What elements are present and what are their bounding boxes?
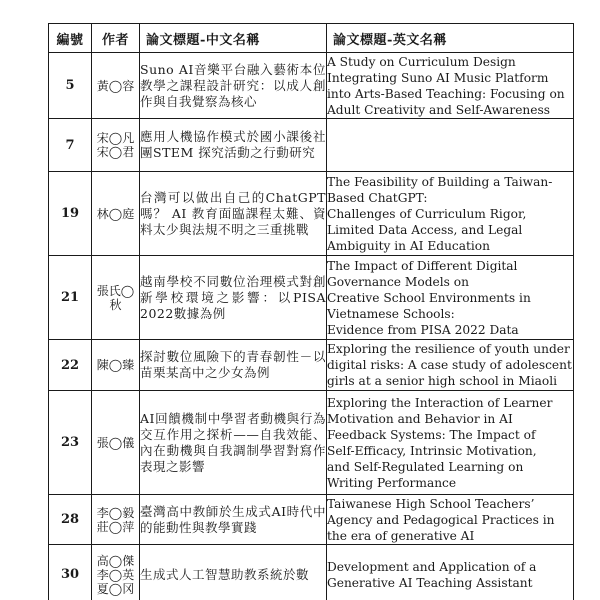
row-number: 5 — [49, 53, 92, 119]
author-name: 陳◯臻 — [96, 358, 135, 372]
row-number: 28 — [49, 495, 92, 545]
title-english-line: Challenges of Curriculum Rigor, — [327, 206, 527, 221]
row-authors — [92, 340, 140, 391]
title-chinese: 台灣可以做出自己的ChatGPT嗎？ AI 教育面臨課程太難、資料太少與法規不明之三重挑戰 — [140, 172, 327, 256]
title-english-line: Evidence from PISA 2022 Data — [327, 322, 519, 337]
author-name: 宋◯凡 — [96, 131, 135, 145]
title-english-line: Feedback Systems: The Impact of — [327, 427, 536, 442]
title-english-line: The Impact of Different Digital — [327, 258, 518, 273]
author-name: 高◯傑 — [96, 553, 135, 568]
title-english-line: Governance Models on — [327, 274, 469, 289]
table-row — [49, 53, 574, 119]
author-name: 秋 — [109, 297, 122, 312]
row-authors — [92, 53, 140, 119]
row-number: 7 — [49, 119, 92, 172]
title-chinese: 探討數位風險下的青春韌性－以苗栗某高中之少女為例 — [140, 340, 327, 391]
author-name: 莊◯萍 — [96, 519, 135, 534]
title-english-line: digital risks: A case study of adolescent — [327, 358, 572, 372]
title-english — [327, 119, 574, 172]
table-header-row — [49, 24, 574, 53]
header-title-zh: 論文標題-中文名稱 — [140, 24, 327, 53]
header-author: 作者 — [92, 24, 140, 53]
author-name: 林◯庭 — [96, 206, 135, 221]
title-english — [327, 495, 574, 545]
title-english — [327, 340, 574, 391]
title-english-line: Taiwanese High School Teachers’ — [327, 496, 535, 511]
row-number: 23 — [49, 391, 92, 495]
title-english-line: girls at a senior high school in Miaoli — [327, 374, 558, 388]
title-english-line: Motivation and Behavior in AI — [327, 411, 513, 426]
row-authors — [92, 119, 140, 172]
row-authors — [92, 391, 140, 495]
title-english-line: Vietnamese Schools: — [327, 306, 455, 321]
author-name: 宋◯君 — [96, 145, 135, 159]
title-english — [327, 53, 574, 119]
title-english-line: Self-Efficacy, Intrinsic Motivation, — [327, 443, 537, 458]
table-row — [49, 495, 574, 545]
row-number: 22 — [49, 340, 92, 391]
title-english-line: Creative School Environments in — [327, 290, 531, 305]
title-chinese: Suno AI音樂平台融入藝術本位教學之課程設計研究：以成人創作與自我覺察為核心 — [140, 53, 327, 119]
title-english-line: Generative AI Teaching Assistant — [327, 575, 533, 590]
title-chinese: 越南學校不同數位治理模式對創新學校環境之影響：以PISA 2022數據為例 — [140, 256, 327, 340]
title-english-line: Adult Creativity and Self-Awareness — [327, 102, 550, 117]
title-english-line: and Self-Regulated Learning on — [327, 459, 524, 474]
title-english — [327, 256, 574, 340]
title-english-line: A Study on Curriculum Design — [327, 54, 516, 69]
row-number: 19 — [49, 172, 92, 256]
author-name: 黃◯容 — [96, 78, 135, 93]
row-number: 30 — [49, 545, 92, 600]
author-name: 張◯儀 — [96, 435, 135, 450]
title-chinese: 應用人機協作模式於國小課後社團STEM 探究活動之行動研究 — [140, 119, 327, 172]
title-english-line: Ambiguity in AI Education — [327, 238, 490, 253]
author-name: 李◯毅 — [96, 505, 135, 520]
table-body — [49, 53, 574, 600]
author-name: 夏◯冈 — [96, 581, 135, 596]
table-row — [49, 256, 574, 340]
row-number: 21 — [49, 256, 92, 340]
header-title-en: 論文標題-英文名稱 — [327, 24, 574, 53]
title-english-line: into Arts-Based Teaching: Focusing on — [327, 86, 565, 101]
table-row — [49, 119, 574, 172]
row-authors — [92, 256, 140, 340]
title-chinese: AI回饋機制中學習者動機與行為交互作用之探析——自我效能、內在動機與自我調制學習對寫作表現之影響 — [140, 391, 327, 495]
author-name: 張氏◯ — [96, 283, 135, 298]
title-english — [327, 172, 574, 256]
table-row — [49, 391, 574, 495]
title-english — [327, 545, 574, 600]
title-english-line: Exploring the resilience of youth under — [327, 342, 570, 356]
table-row — [49, 545, 574, 600]
title-english-line: the era of generative AI — [327, 528, 475, 543]
author-name: 李◯英 — [96, 567, 135, 582]
title-english-line: Based ChatGPT: — [327, 190, 428, 205]
table-row — [49, 172, 574, 256]
title-english-line: Writing Performance — [327, 475, 457, 490]
paper-list-table — [48, 23, 574, 600]
title-english-line: Agency and Pedagogical Practices in — [327, 512, 555, 527]
title-english-line: The Feasibility of Building a Taiwan- — [327, 174, 553, 189]
header-number: 編號 — [49, 24, 92, 53]
title-english-line: Integrating Suno AI Music Platform — [327, 70, 549, 85]
row-authors — [92, 172, 140, 256]
title-english — [327, 391, 574, 495]
table-row — [49, 340, 574, 391]
title-english-line: Limited Data Access, and Legal — [327, 222, 523, 237]
row-authors — [92, 495, 140, 545]
row-authors — [92, 545, 140, 600]
title-chinese: 臺灣高中教師於生成式AI時代中的能動性與教學實踐 — [140, 495, 327, 545]
title-english-line: Exploring the Interaction of Learner — [327, 395, 553, 410]
title-english-line: Development and Application of a — [327, 559, 537, 574]
title-chinese: 生成式人工智慧助教系統於數 — [140, 545, 327, 600]
